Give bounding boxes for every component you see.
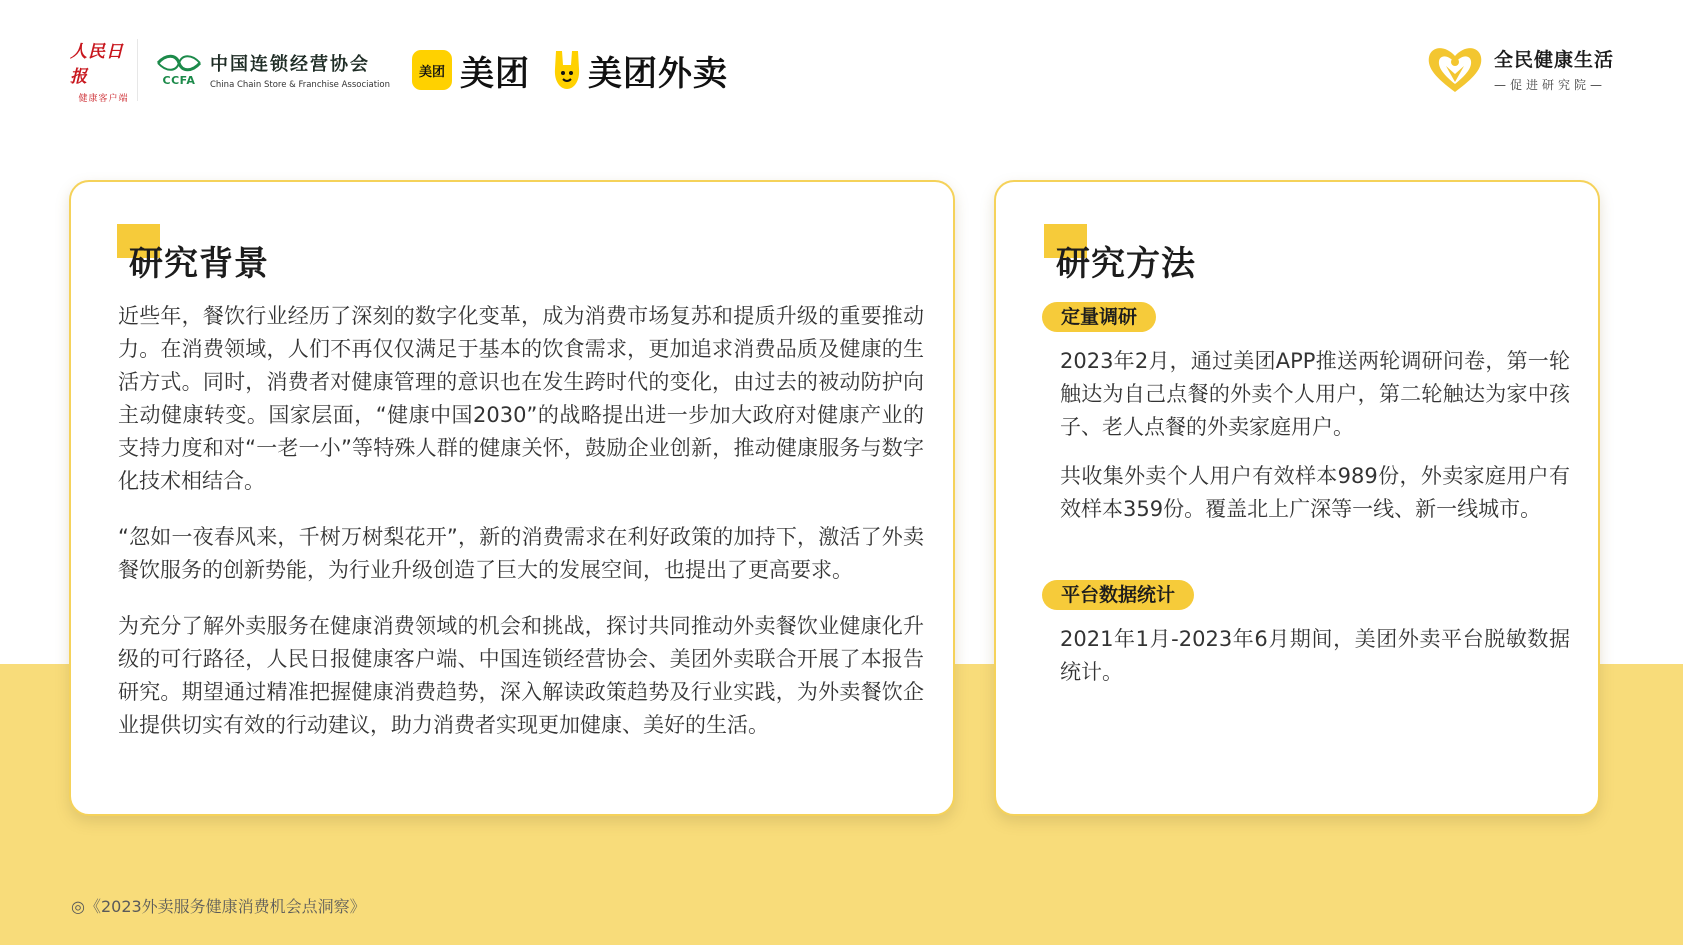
ccfa-abbreviation: CCFA [162,73,196,87]
quantitative-research-label: 定量调研 [1042,302,1156,332]
national-health-title: 全民健康生活 [1494,49,1615,71]
research-background-title: 研究背景 [129,244,269,284]
ccfa-logo [156,50,390,90]
heart-person-icon [1426,44,1484,94]
research-method-title: 研究方法 [1056,244,1196,284]
ccfa-name-cn: 中国连锁经营协会 [210,54,370,75]
report-source-note: ◎《2023外卖服务健康消费机会点洞察》 [71,897,366,916]
background-paragraph-3: 为充分了解外卖服务在健康消费领域的机会和挑战，探讨共同推动外卖餐饮业健康化升级的可行路径，人民日报健康客户端、中国连锁经营协会、美团外卖联合开展了本报告研究。期望通过精准把握健康消费趋势，深入解读政策趋势及行业实践，为外卖餐饮企业提供切实有效的行动建议，助力消费者实现更加健康、美好的生活。 [118,614,924,737]
platform-data-label: 平台数据统计 [1042,580,1194,610]
partner-logos [70,38,728,102]
meituan-logo [412,46,530,95]
quantitative-research-text: 2023年2月，通过美团APP推送两轮调研问卷，第一轮触达为自己点餐的外卖个人用户，第二轮触达为家中孩子、老人点餐的外卖家庭用户。 [1060,349,1570,439]
meituan-waimai-wordmark: 美团外卖 [588,53,729,94]
national-health-life-logo [1426,44,1614,94]
meituan-badge-icon: 美团 [412,50,452,90]
background-paragraph-2: “忽如一夜春风来，千树万树梨花开”，新的消费需求在利好政策的加持下，激活了外卖餐饮服务的创新势能，为行业升级创造了巨大的发展空间，也提出了更高要求。 [118,525,924,582]
research-background-card [69,180,955,816]
research-method-card [994,180,1600,816]
people-daily-subtitle: 健康客户端 [78,93,129,104]
meituan-waimai-logo [550,46,728,95]
ccfa-leaf-icon [156,54,202,72]
ccfa-name-en: China Chain Store & Franchise Association [210,80,391,90]
ccfa-text [210,50,390,90]
research-background-body [118,300,924,765]
background-paragraph-1: 近些年，餐饮行业经历了深刻的数字化变革，成为消费市场复苏和提质升级的重要推动力。在消费领域，人们不再仅仅满足于基本的饮食需求，更加追求消费品质及健康的生活方式。同时，消费者对健康管理的意识也在发生跨时代的变化，由过去的被动防护向主动健康转变。国家层面，“健康中国2030”的战略提出进一步加大政府对健康产业的支持力度和对“一老一小”等特殊人群的健康关怀，鼓励企业创新，推动健康服务与数字化技术相结合。 [118,304,924,493]
national-health-text [1494,45,1614,93]
ccfa-mark [156,54,202,87]
people-daily-health-logo [70,39,138,104]
kangaroo-mascot-icon [550,49,584,91]
people-daily-wordmark: 人民日报 [70,41,124,87]
platform-data-text: 2021年1月-2023年6月期间，美团外卖平台脱敏数据统计。 [1060,627,1570,684]
national-health-subtitle: —促进研究院— [1494,78,1607,92]
quantitative-sample-text: 共收集外卖个人用户有效样本989份，外卖家庭用户有效样本359份。覆盖北上广深等一线、新一线城市。 [1060,464,1570,521]
meituan-wordmark: 美团 [460,53,531,94]
